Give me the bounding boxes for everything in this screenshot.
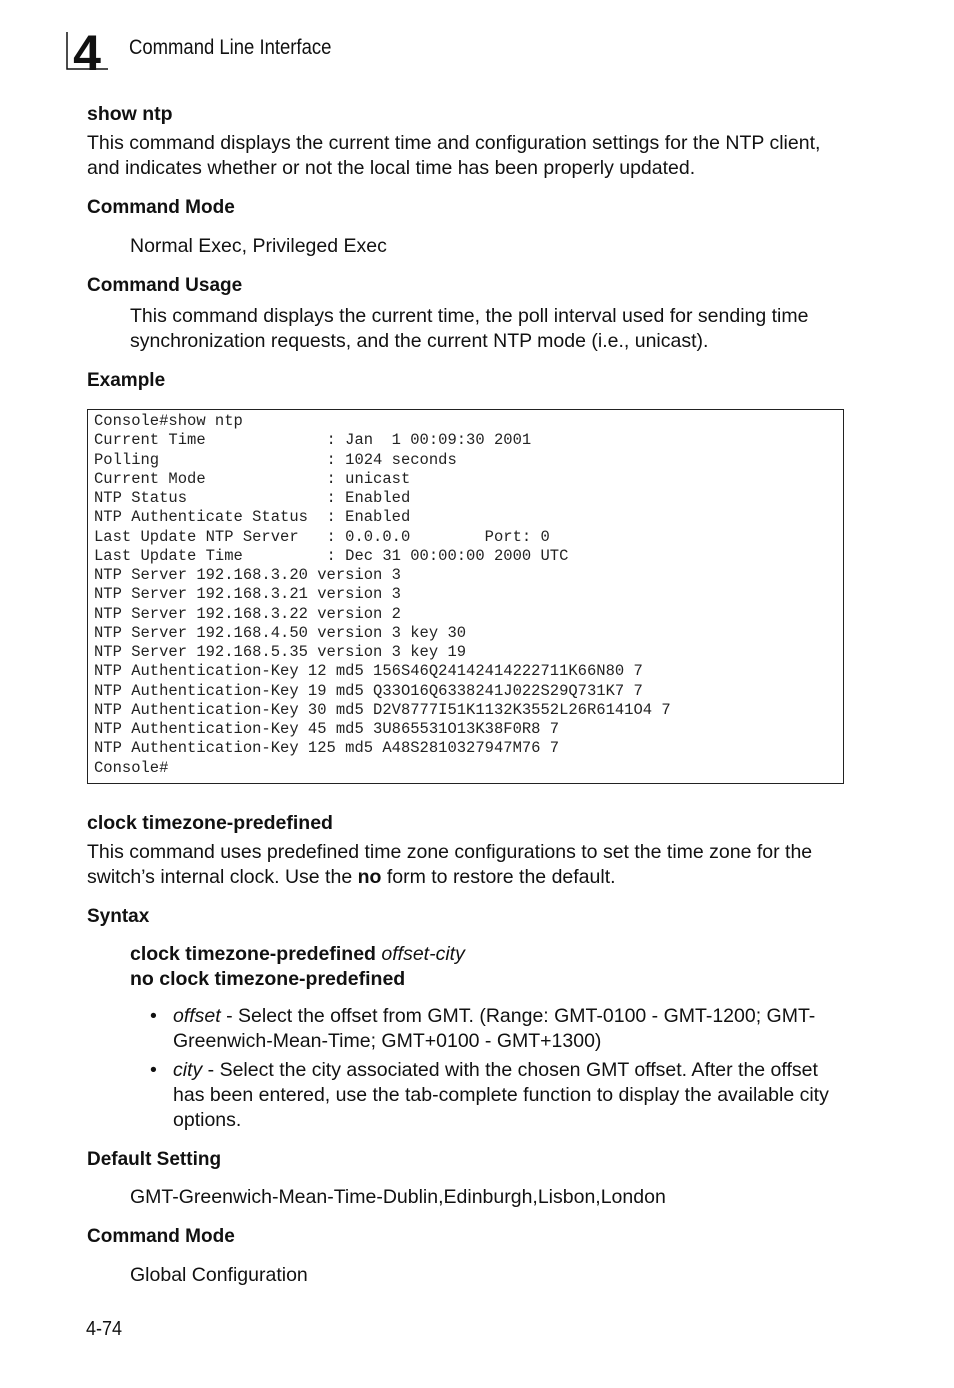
parameter-list (150, 1004, 850, 1137)
chapter-number: 4 (73, 32, 101, 70)
command-mode-value-2: Global Configuration (130, 1264, 308, 1286)
example-heading: Example (87, 370, 166, 391)
code-line: NTP Server 192.168.3.20 version 3 (94, 566, 401, 584)
code-line: Current Time : Jan 1 00:09:30 2001 (94, 431, 532, 450)
code-line: NTP Server 192.168.3.21 version 3 (94, 585, 401, 604)
code-line: NTP Server 192.168.3.22 version 2 (94, 604, 401, 623)
parameter-name: city (173, 1059, 203, 1081)
code-line: NTP Authentication-Key 19 md5 Q33O16Q6338241J022S29Q731K7 7 (94, 681, 643, 700)
code-line: NTP Authentication-Key 125 md5 A48S2810327947M76 7 (94, 739, 560, 758)
code-line: Console# (94, 758, 169, 777)
code-line: NTP Server 192.168.5.35 version 3 key 19 (94, 643, 467, 661)
code-line: NTP Server 192.168.4.50 version 3 key 30 (94, 623, 467, 642)
command-mode-heading-2: Command Mode (87, 1226, 235, 1247)
code-line: NTP Authentication-Key 30 md5 D2V8777I51K1132K3552L26R6141O4 7 (94, 700, 671, 719)
code-line: NTP Authentication-Key 45 md5 3U865531O13K38F0R8 7 (94, 720, 560, 738)
default-setting-value: GMT-Greenwich-Mean-Time-Dublin,Edinburgh,Lisbon,London (130, 1186, 666, 1208)
description-text-end: form to restore the default. (381, 866, 616, 888)
parameter-description: - Select the offset from GMT. (Range: GMT-0100 - GMT-1200; GMT-Greenwich-Mean-Time; GMT+0100 - GMT+1300) (173, 1005, 816, 1052)
description-bold-no: no (357, 866, 382, 888)
bullet-icon: • (150, 1059, 157, 1081)
code-lines (94, 412, 671, 778)
syntax-parameter: offset-city (381, 943, 465, 965)
syntax-no-form: no clock timezone-predefined (130, 968, 406, 990)
page-number: 4-74 (86, 1318, 123, 1340)
syntax-heading: Syntax (87, 906, 150, 927)
syntax-line (130, 942, 465, 967)
code-line: Last Update NTP Server : 0.0.0.0 Port: 0 (94, 527, 550, 546)
command-usage-text: This command displays the current time, the poll interval used for sending time synchronization requests, and the current NTP mode (i.e., unicast). (130, 305, 809, 352)
code-line: Polling : 1024 seconds (94, 450, 457, 469)
syntax-command: clock timezone-predefined (130, 943, 376, 965)
code-line: NTP Authentication-Key 12 md5 156S46Q24142414222711K66N80 7 (94, 662, 643, 681)
show-ntp-description: This command displays the current time and configuration settings for the NTP client, and indicates whether or not the local time has been properly updated. (87, 132, 821, 179)
bullet-text (173, 1004, 850, 1054)
clock-timezone-description (87, 840, 857, 890)
code-line: Current Mode : unicast (94, 469, 411, 488)
section-title-show-ntp: show ntp (87, 103, 173, 125)
code-line: Last Update Time : Dec 31 00:00:00 2000 UTC (94, 546, 569, 565)
list-item (150, 1058, 850, 1133)
code-line: NTP Authenticate Status : Enabled (94, 508, 411, 527)
list-item (150, 1004, 850, 1054)
description-text: This command uses predefined time zone configurations to set the time zone for the switch’s internal clock. Use the (87, 841, 813, 888)
command-mode-value: Normal Exec, Privileged Exec (130, 235, 387, 257)
default-setting-heading: Default Setting (87, 1149, 222, 1170)
parameter-description: - Select the city associated with the chosen GMT offset. After the offset has been entered, use the tab-complete function to display the available city options. (173, 1059, 829, 1131)
code-line: NTP Status : Enabled (94, 489, 411, 507)
chapter-title: Command Line Interface (129, 36, 332, 59)
code-line: Console#show ntp (94, 412, 243, 430)
example-code-block (87, 409, 844, 784)
bullet-icon: • (150, 1005, 157, 1027)
parameter-name: offset (173, 1005, 221, 1027)
bullet-text (173, 1058, 850, 1133)
command-mode-heading: Command Mode (87, 197, 235, 218)
command-usage-heading: Command Usage (87, 275, 243, 296)
section-title-clock-timezone: clock timezone-predefined (87, 812, 333, 834)
chapter-mark (66, 32, 108, 70)
